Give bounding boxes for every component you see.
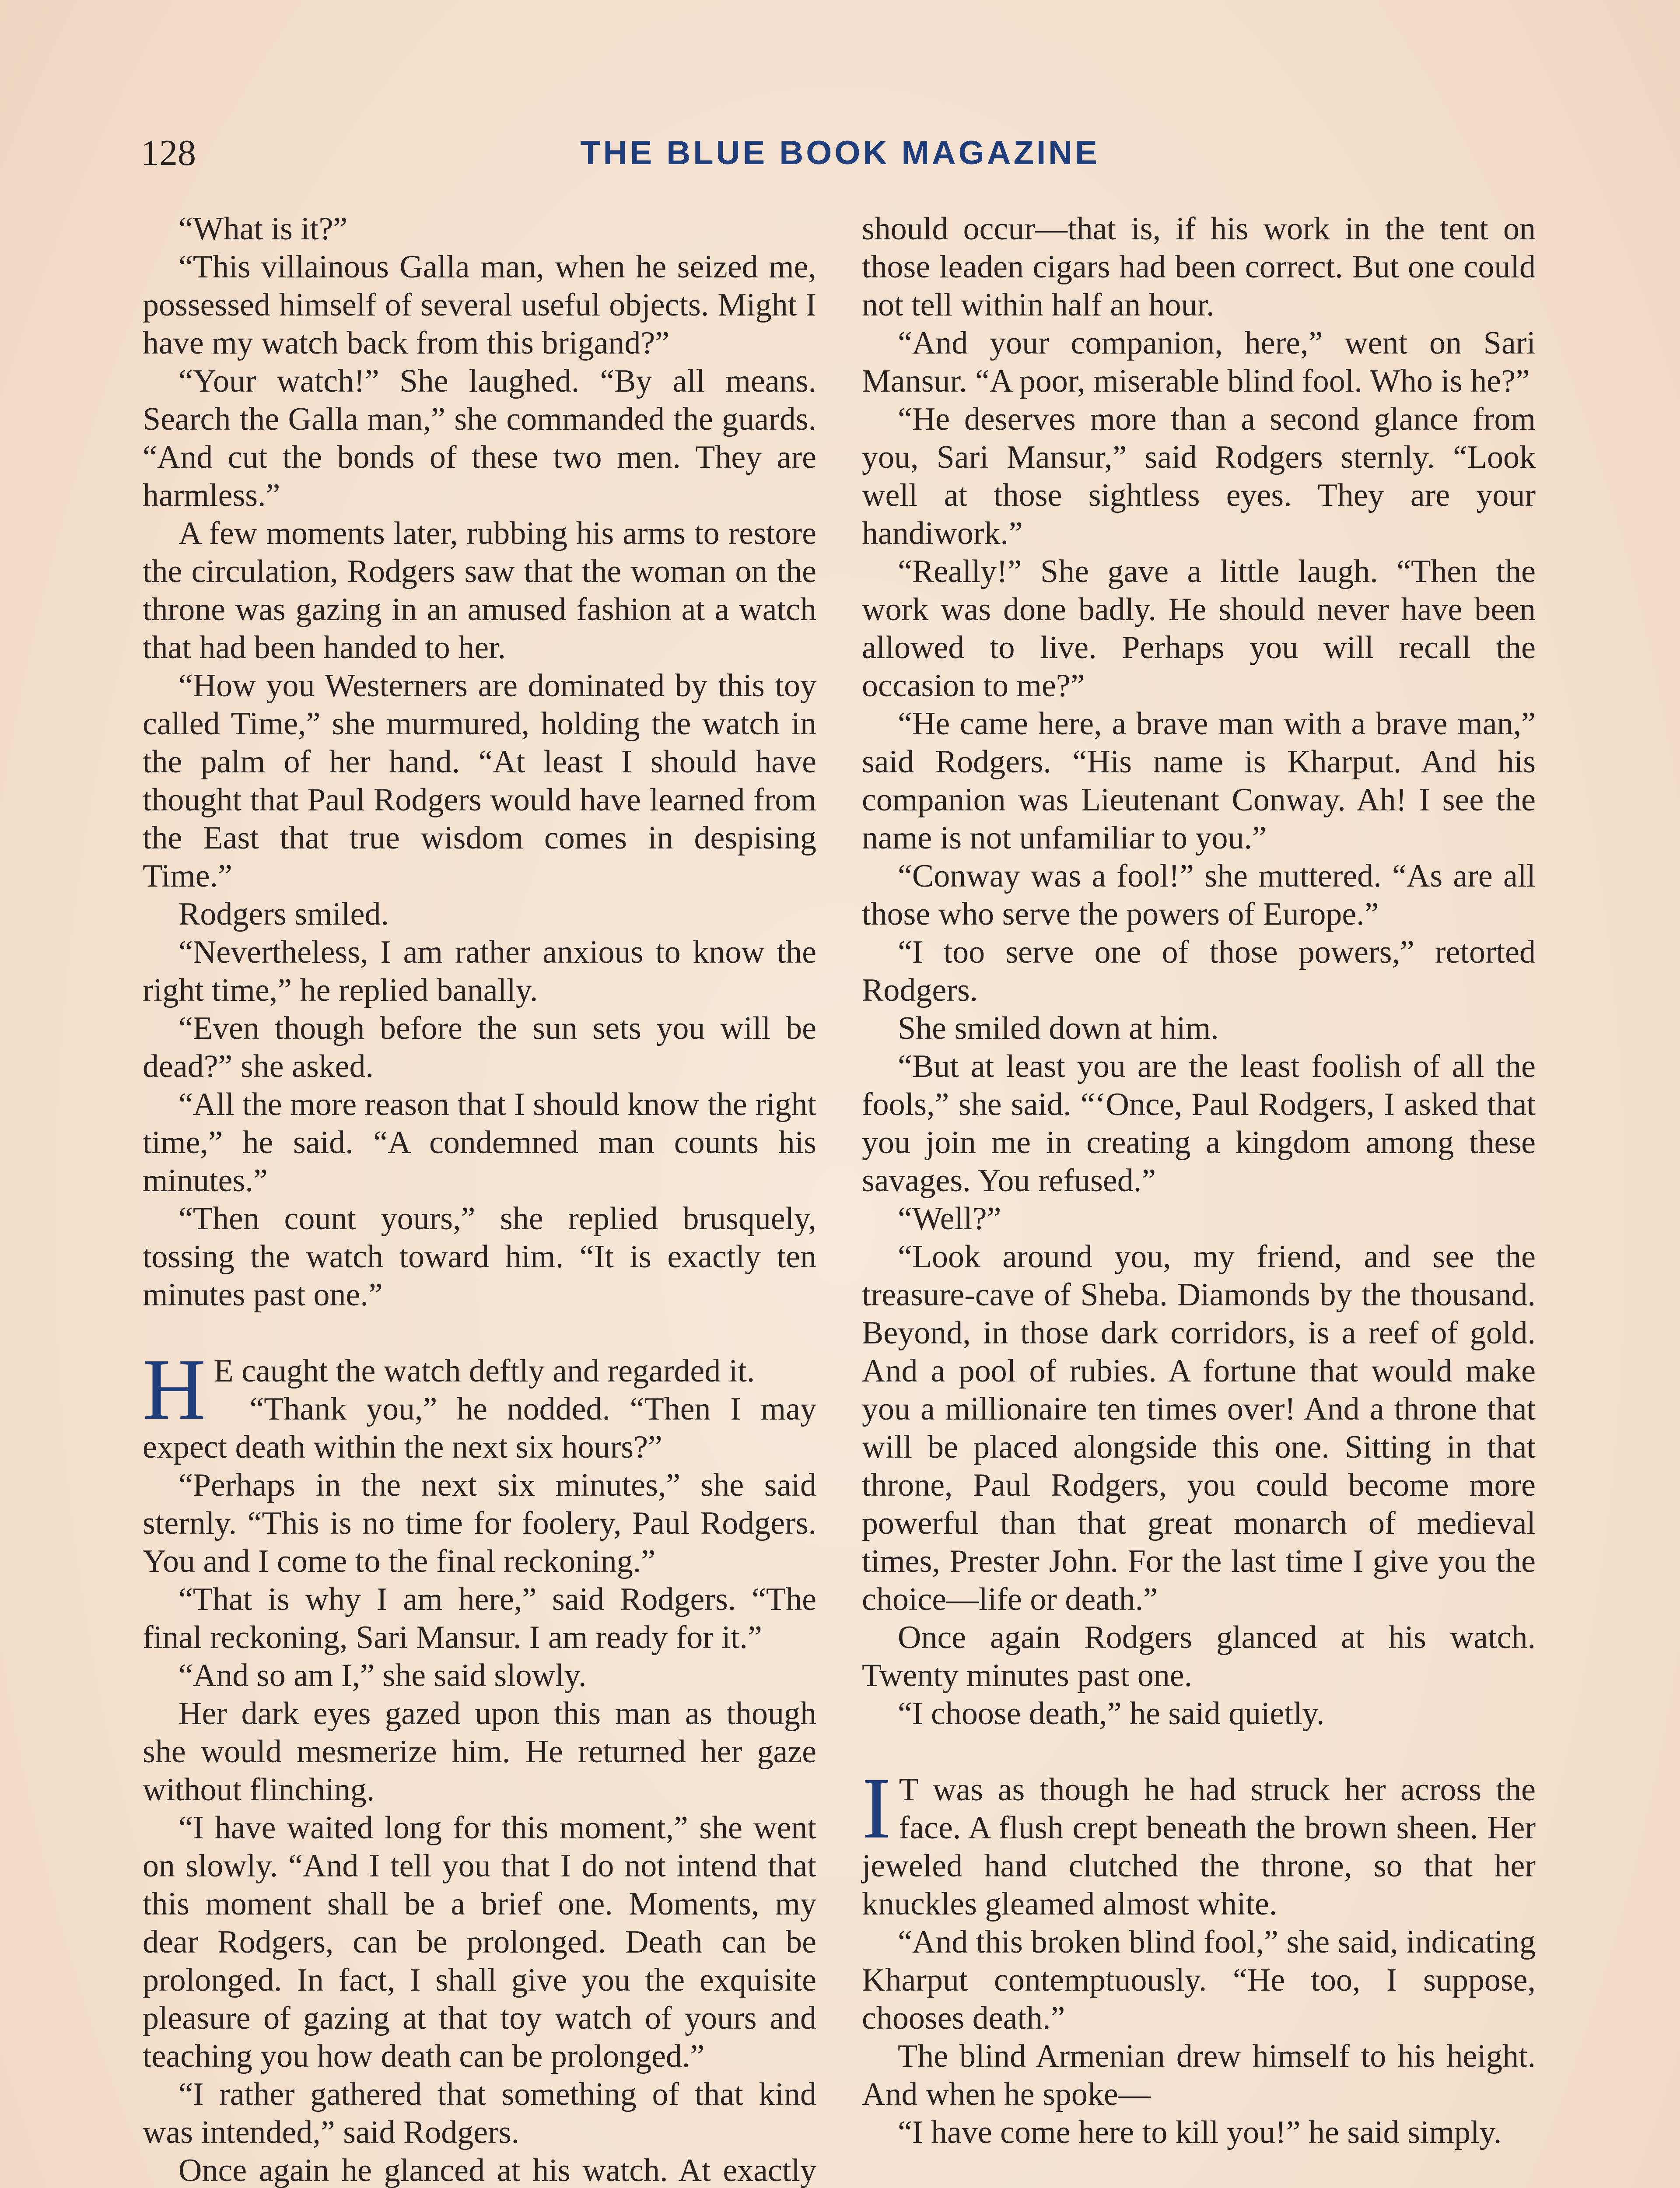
page-number: 128 xyxy=(141,133,196,173)
paragraph: “I have come here to kill you!” he said simply. xyxy=(898,2114,1502,2150)
paragraph: “I rather gathered that something of that kind was intended,” said Rodgers. xyxy=(143,2076,816,2150)
opening-text: T was as though he had struck her across the face. A flush crept beneath the brown sheen. Her jeweled hand clutched the throne, so that her knuckles gleamed almost white. xyxy=(862,1772,1536,1922)
paragraph: “Really!” She gave a little laugh. “Then the work was done badly. He should never have been allowed to live. Perhaps you will recall the occasion to me?” xyxy=(862,554,1536,704)
paragraph: Once again he glanced at his watch. At exactly xyxy=(178,2153,816,2188)
paragraph: “How you Westerners are dominated by this toy called Time,” she murmured, holding the watch in the palm of her hand. “At least I should have thought that Paul Rodgers would have learned from the East that true wisdom comes in despising Time.” xyxy=(143,668,816,894)
running-title: THE BLUE BOOK MAGAZINE xyxy=(580,134,1100,172)
paragraph: Rodgers smiled. xyxy=(178,896,389,932)
paragraph: “He deserves more than a second glance from you, Sari Mansur,” said Rodgers sternly. “Look well at those sightless eyes. They are your handiwork.” xyxy=(862,401,1536,551)
paragraph: “I have waited long for this moment,” she went on slowly. “And I tell you that I do not intend that this moment shall be a brief one. Moments, my dear Rodgers, can be prolonged. Death can be prolonged. In fact, I shall give you the exquisite pleasure of gazing at that toy watch of yours and teaching you how death can be prolonged.” xyxy=(143,1810,816,2074)
paragraph: “I choose death,” he said quietly. xyxy=(898,1696,1325,1732)
paragraph: “But at least you are the least foolish of all the fools,” she said. “‘Once, Paul Rodgers, I asked that you join me in creating a kingdom among these savages. You refused.” xyxy=(862,1048,1536,1199)
right-column xyxy=(862,210,1536,2152)
paragraph: “That is why I am here,” said Rodgers. “The final reckoning, Sari Mansur. I am ready for it.” xyxy=(143,1581,816,1655)
paragraph: A few moments later, rubbing his arms to restore the circulation, Rodgers saw that the woman on the throne was gazing in an amused fashion at a watch that had been handed to her. xyxy=(143,515,816,666)
paragraph: “And your companion, here,” went on Sari Mansur. “A poor, miserable blind fool. Who is he?” xyxy=(862,325,1536,399)
paragraph: “I too serve one of those powers,” retorted Rodgers. xyxy=(862,934,1536,1008)
page-header xyxy=(0,127,1680,184)
paragraph: “He came here, a brave man with a brave man,” said Rodgers. “His name is Kharput. And his companion was Lieutenant Conway. Ah! I see the name is not unfamiliar to you.” xyxy=(862,706,1536,856)
paragraph: “Your watch!” She laughed. “By all means. Search the Galla man,” she commanded the guards. “And cut the bonds of these two men. They are harmless.” xyxy=(143,363,816,513)
paragraph: “Conway was a fool!” she muttered. “As are all those who serve the powers of Europe.” xyxy=(862,858,1536,932)
paragraph: “And so am I,” she said slowly. xyxy=(178,1658,587,1694)
paragraph: “This villainous Galla man, when he seized me, possessed himself of several useful objects. Might I have my watch back from this brigand?” xyxy=(143,249,816,361)
drop-cap: H xyxy=(143,1341,206,1438)
paragraph: “Perhaps in the next six minutes,” she said sternly. “This is no time for foolery, Paul Rodgers. You and I come to the final reckoning.” xyxy=(143,1467,816,1579)
opening-text: E caught the watch deftly and regarded it. xyxy=(214,1353,755,1389)
paragraph: Once again Rodgers glanced at his watch. Twenty minutes past one. xyxy=(862,1620,1536,1694)
paragraph: “Even though before the sun sets you will be dead?” she asked. xyxy=(143,1010,816,1084)
section-break-right xyxy=(862,1760,1536,2152)
paragraph: “Well?” xyxy=(898,1201,1001,1237)
paragraph: “Then count yours,” she replied brusquely, tossing the watch toward him. “It is exactly ten minutes past one.” xyxy=(143,1201,816,1313)
continued-paragraph: should occur—that is, if his work in the tent on those leaden cigars had been correct. But one could not tell within half an hour. xyxy=(862,211,1536,323)
paragraph: Her dark eyes gazed upon this man as though she would mesmerize him. He returned her gaze without flinching. xyxy=(143,1696,816,1808)
paragraph: “Thank you,” he nodded. “Then I may expect death within the next six hours?” xyxy=(143,1391,816,1465)
paragraph: She smiled down at him. xyxy=(898,1010,1219,1046)
left-column xyxy=(143,210,816,2188)
paragraph: “And this broken blind fool,” she said, indicating Kharput contemptuously. “He too, I suppose, chooses death.” xyxy=(862,1924,1536,2036)
paragraph: “Look around you, my friend, and see the treasure-cave of Sheba. Diamonds by the thousand. Beyond, in those dark corridors, is a reef of gold. And a pool of rubies. A fortune that would make you a millionaire ten times over! And a throne that will be placed alongside this one. Sitting in that throne, Paul Rodgers, you could become more powerful than that great monarch of medieval times, Prester John. For the last time I give you the choice—life or death.” xyxy=(862,1239,1536,1617)
section-opening-paragraph xyxy=(862,1760,1536,1923)
drop-cap: I xyxy=(862,1760,891,1857)
paragraph: “All the more reason that I should know the right time,” he said. “A condemned man counts his minutes.” xyxy=(143,1087,816,1199)
paragraph: “What is it?” xyxy=(178,211,348,247)
paragraph: The blind Armenian drew himself to his height. And when he spoke— xyxy=(862,2038,1536,2112)
section-break-left xyxy=(143,1341,816,2188)
paragraph: “Nevertheless, I am rather anxious to know the right time,” he replied banally. xyxy=(143,934,816,1008)
